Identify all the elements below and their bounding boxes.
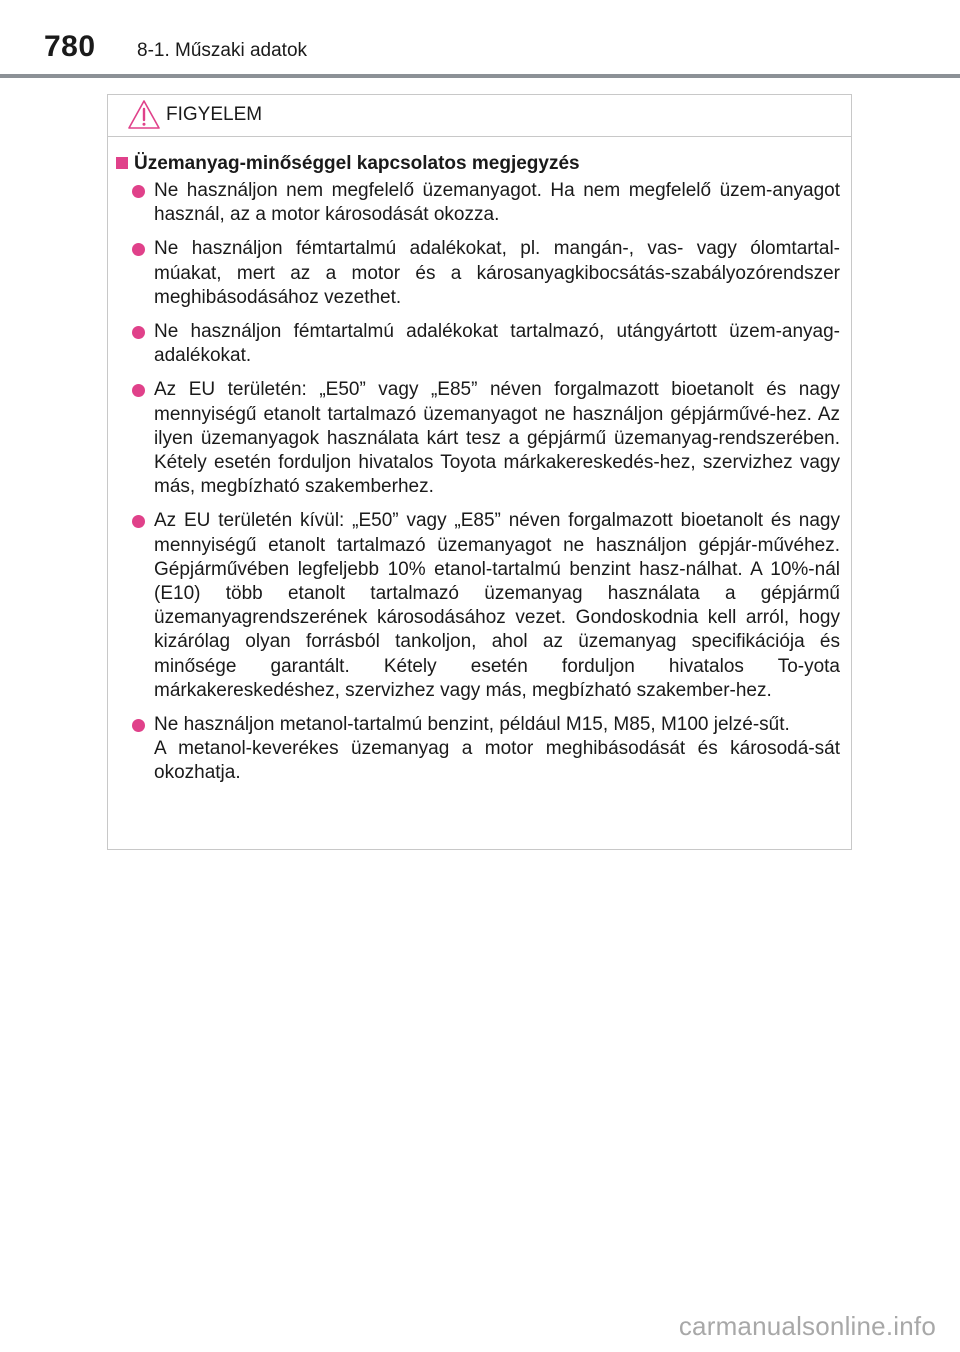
list-item [108, 713, 851, 786]
list-item [108, 179, 851, 227]
list-item-text-continued: A metanol-keverékes üzemanyag a motor meghibásodását és károsodá-sát okozhatja. [154, 738, 840, 784]
warning-subheading [116, 153, 580, 175]
page-number: 780 [44, 30, 96, 63]
header-divider [0, 74, 960, 78]
list-item [108, 320, 851, 368]
list-item-text: Ne használjon fémtartalmú adalékokat, pl. mangán-, vas- vagy ólomtartal-múakat, mert az a motor és a károsanyagkibocsátás-szabályozórendszer meghibásodásához vezethet. [154, 238, 840, 308]
list-item [108, 237, 851, 310]
list-item-text: Ne használjon metanol-tartalmú benzint, például M15, M85, M100 jelzé-sűt. [154, 714, 790, 736]
warning-triangle-icon [127, 99, 161, 130]
bullet-dot-icon [132, 243, 145, 256]
list-item-text: Ne használjon fémtartalmú adalékokat tartalmazó, utángyártott üzem-anyag-adalékokat. [154, 321, 840, 367]
bullet-dot-icon [132, 719, 145, 732]
page-header [0, 0, 960, 78]
warning-header [108, 95, 851, 137]
warning-box [107, 94, 852, 850]
watermark: carmanualsonline.info [678, 1311, 936, 1341]
list-item-text: Az EU területén: „E50” vagy „E85” néven forgalmazott bioetanolt és nagy mennyiségű etanolt tartalmazó üzemanyagot ne használjon gépjárművé-hez. Az ilyen üzemanyagok használata kárt tesz a gépjármű üzemanyag-rendszerében. Kétely esetén forduljon hivatalos Toyota márkakereskedés-hez, szervizhez vagy más, megbízható szakemberhez. [154, 379, 840, 498]
bullet-dot-icon [132, 384, 145, 397]
bullet-dot-icon [132, 326, 145, 339]
warning-label: FIGYELEM [166, 104, 263, 125]
bullet-dot-icon [132, 185, 145, 198]
list-item [108, 509, 851, 703]
section-title: 8-1. Műszaki adatok [137, 40, 308, 61]
subheading-text: Üzemanyag-minőséggel kapcsolatos megjegyzés [134, 153, 580, 174]
warning-list [108, 179, 851, 796]
list-item-text: Ne használjon nem megfelelő üzemanyagot. Ha nem megfelelő üzem-anyagot használ, az a motor károsodását okozza. [154, 180, 840, 226]
square-bullet-icon [116, 157, 128, 169]
list-item [108, 378, 851, 499]
bullet-dot-icon [132, 515, 145, 528]
list-item-text: Az EU területén kívül: „E50” vagy „E85” néven forgalmazott bioetanolt és nagy mennyiségű etanolt tartalmazó üzemanyagot ne használjon gépjár-művéhez. Gépjárművében legfeljebb 10% etanol-tartalmú benzint hasz-nálhat. A 10%-nál (E10) több etanolt tartalmazó üzemanyag használata a gépjármű üzemanyagrendszerének károsodásához vezet. Gondoskodnia kell arról, hogy kizárólag olyan forrásból tankoljon, ahol az üzemanyag specifikációja és minősége garantált. Kétely esetén forduljon hivatalos To-yota márkakereskedéshez, szervizhez vagy más, megbízható szakember-hez. [154, 510, 840, 701]
